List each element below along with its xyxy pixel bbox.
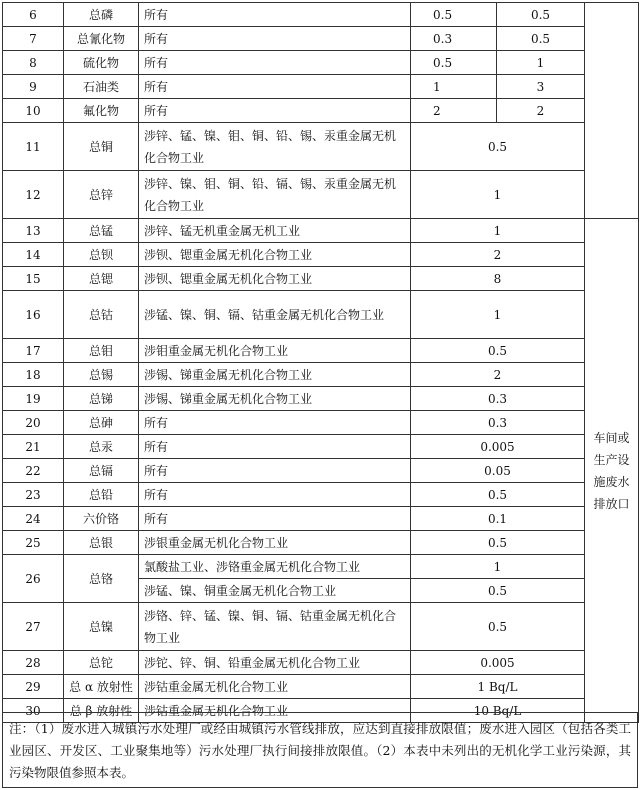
industry-scope: 所有 <box>139 99 411 123</box>
pollutant-name: 总 α 放射性 <box>64 675 139 699</box>
row-number: 22 <box>3 459 64 483</box>
row-number: 8 <box>3 51 64 75</box>
pollutant-name: 总磷 <box>64 3 139 27</box>
row-number: 25 <box>3 531 64 555</box>
row-number: 29 <box>3 675 64 699</box>
table-row <box>3 267 639 291</box>
industry-scope: 涉锡、锑重金属无机化合物工业 <box>139 387 411 411</box>
table-row <box>3 219 639 243</box>
row-number: 12 <box>3 171 64 219</box>
table-row <box>3 123 639 171</box>
pollutant-name: 总镍 <box>64 603 139 651</box>
row-number: 27 <box>3 603 64 651</box>
table-row <box>3 363 639 387</box>
table-row <box>3 99 639 123</box>
pollutant-name: 六价铬 <box>64 507 139 531</box>
table-row <box>3 555 639 579</box>
row-number: 7 <box>3 27 64 51</box>
direct-limit: 1 <box>411 75 497 99</box>
discharge-point: 车间或生产设施废水排放口 <box>585 219 639 723</box>
row-number: 9 <box>3 75 64 99</box>
table-row <box>3 291 639 339</box>
limit-value: 0.5 <box>411 483 585 507</box>
limit-value: 0.005 <box>411 651 585 675</box>
industry-scope: 所有 <box>139 411 411 435</box>
pollutant-name: 总钡 <box>64 243 139 267</box>
row-number: 14 <box>3 243 64 267</box>
industry-scope: 涉锡、锑重金属无机化合物工业 <box>139 363 411 387</box>
row-number: 18 <box>3 363 64 387</box>
industry-scope: 涉锌、锰、镍、钼、铜、铅、锡、汞重金属无机化合物工业 <box>139 123 411 171</box>
pollutant-name: 总砷 <box>64 411 139 435</box>
industry-scope: 涉锰、镍、铜重金属无机化合物工业 <box>139 579 411 603</box>
industry-scope: 涉铊、锌、铜、铅重金属无机化合物工业 <box>139 651 411 675</box>
table-row <box>3 603 639 651</box>
indirect-limit: 0.5 <box>497 3 585 27</box>
pollutant-name: 总铜 <box>64 123 139 171</box>
row-number: 30 <box>3 699 64 723</box>
row-number: 28 <box>3 651 64 675</box>
industry-scope: 涉锰、镍、铜、镉、钴重金属无机化合物工业 <box>139 291 411 339</box>
row-number: 17 <box>3 339 64 363</box>
table-row <box>3 339 639 363</box>
pollutant-name: 总汞 <box>64 435 139 459</box>
limit-value: 0.5 <box>411 531 585 555</box>
limit-value: 0.3 <box>411 387 585 411</box>
pollutant-name: 总铊 <box>64 651 139 675</box>
row-number: 23 <box>3 483 64 507</box>
industry-scope: 涉锌、镍、钼、铜、铅、镉、锡、汞重金属无机化合物工业 <box>139 171 411 219</box>
indirect-limit: 2 <box>497 99 585 123</box>
table-row <box>3 531 639 555</box>
pollutant-name: 总锰 <box>64 219 139 243</box>
direct-limit: 0.5 <box>411 3 497 27</box>
limit-value: 2 <box>411 363 585 387</box>
table-row <box>3 483 639 507</box>
table-row <box>3 51 639 75</box>
direct-limit: 0.5 <box>411 51 497 75</box>
table-note: 注：（1）废水进入城镇污水处理厂或经由城镇污水管线排放，应达到直接排放限值；废水进入园区（包括各类工业园区、开发区、工业聚集地等）污水处理厂执行间接排放限值。（2）本表中未列出的无机化学工业污染源，其污染物限值参照本表。 <box>2 712 638 788</box>
pollutant-name: 总钼 <box>64 339 139 363</box>
industry-scope: 涉钼重金属无机化合物工业 <box>139 339 411 363</box>
industry-scope: 氯酸盐工业、涉铬重金属无机化合物工业 <box>139 555 411 579</box>
pollutant-limits-table <box>2 2 639 723</box>
industry-scope: 所有 <box>139 27 411 51</box>
row-number: 19 <box>3 387 64 411</box>
table-row <box>3 507 639 531</box>
limit-value: 1 <box>411 291 585 339</box>
row-number: 6 <box>3 3 64 27</box>
table-row <box>3 435 639 459</box>
industry-scope: 涉银重金属无机化合物工业 <box>139 531 411 555</box>
row-number: 21 <box>3 435 64 459</box>
industry-scope: 所有 <box>139 3 411 27</box>
limit-value: 1 <box>411 555 585 579</box>
table-row <box>3 651 639 675</box>
pollutant-name: 总钴 <box>64 291 139 339</box>
limit-value: 0.05 <box>411 459 585 483</box>
table-row <box>3 3 639 27</box>
table-row <box>3 411 639 435</box>
pollutant-name: 总锶 <box>64 267 139 291</box>
pollutant-name: 氟化物 <box>64 99 139 123</box>
table-row <box>3 75 639 99</box>
row-number: 26 <box>3 555 64 603</box>
limit-value: 1 <box>411 171 585 219</box>
pollutant-name: 总氰化物 <box>64 27 139 51</box>
industry-scope: 涉钡、锶重金属无机化合物工业 <box>139 267 411 291</box>
table-row <box>3 27 639 51</box>
industry-scope: 所有 <box>139 51 411 75</box>
indirect-limit: 1 <box>497 51 585 75</box>
limit-value: 2 <box>411 243 585 267</box>
limit-value: 1 Bq/L <box>411 675 585 699</box>
limit-value: 8 <box>411 267 585 291</box>
limit-value: 10 Bq/L <box>411 699 585 723</box>
limit-value: 0.3 <box>411 411 585 435</box>
industry-scope: 所有 <box>139 435 411 459</box>
industry-scope: 所有 <box>139 507 411 531</box>
row-number: 20 <box>3 411 64 435</box>
blank-cell <box>585 3 639 219</box>
pollutant-name: 硫化物 <box>64 51 139 75</box>
indirect-limit: 0.5 <box>497 27 585 51</box>
direct-limit: 2 <box>411 99 497 123</box>
pollutant-name: 总镉 <box>64 459 139 483</box>
pollutant-name: 总 β 放射性 <box>64 699 139 723</box>
industry-scope: 涉铬、锌、锰、镍、铜、镉、钴重金属无机化合物工业 <box>139 603 411 651</box>
indirect-limit: 3 <box>497 75 585 99</box>
pollutant-name: 总铬 <box>64 555 139 603</box>
pollutant-name: 总锌 <box>64 171 139 219</box>
industry-scope: 涉锌、锰无机重金属无机工业 <box>139 219 411 243</box>
industry-scope: 所有 <box>139 459 411 483</box>
table-row <box>3 675 639 699</box>
limit-value: 0.5 <box>411 339 585 363</box>
row-number: 13 <box>3 219 64 243</box>
direct-limit: 0.3 <box>411 27 497 51</box>
industry-scope: 所有 <box>139 483 411 507</box>
industry-scope: 涉钴重金属无机化合物工业 <box>139 699 411 723</box>
limit-value: 0.5 <box>411 603 585 651</box>
row-number: 24 <box>3 507 64 531</box>
row-number: 11 <box>3 123 64 171</box>
industry-scope: 涉钴重金属无机化合物工业 <box>139 675 411 699</box>
limit-value: 0.5 <box>411 579 585 603</box>
pollutant-name: 总锑 <box>64 387 139 411</box>
table-row <box>3 459 639 483</box>
industry-scope: 所有 <box>139 75 411 99</box>
table-row <box>3 387 639 411</box>
pollutant-name: 总锡 <box>64 363 139 387</box>
row-number: 10 <box>3 99 64 123</box>
pollutant-name: 石油类 <box>64 75 139 99</box>
pollutant-name: 总铅 <box>64 483 139 507</box>
limit-value: 0.005 <box>411 435 585 459</box>
row-number: 16 <box>3 291 64 339</box>
industry-scope: 涉钡、锶重金属无机化合物工业 <box>139 243 411 267</box>
limit-value: 0.1 <box>411 507 585 531</box>
table-row <box>3 171 639 219</box>
limit-value: 1 <box>411 219 585 243</box>
pollutant-name: 总银 <box>64 531 139 555</box>
limit-value: 0.5 <box>411 123 585 171</box>
table-row <box>3 243 639 267</box>
row-number: 15 <box>3 267 64 291</box>
